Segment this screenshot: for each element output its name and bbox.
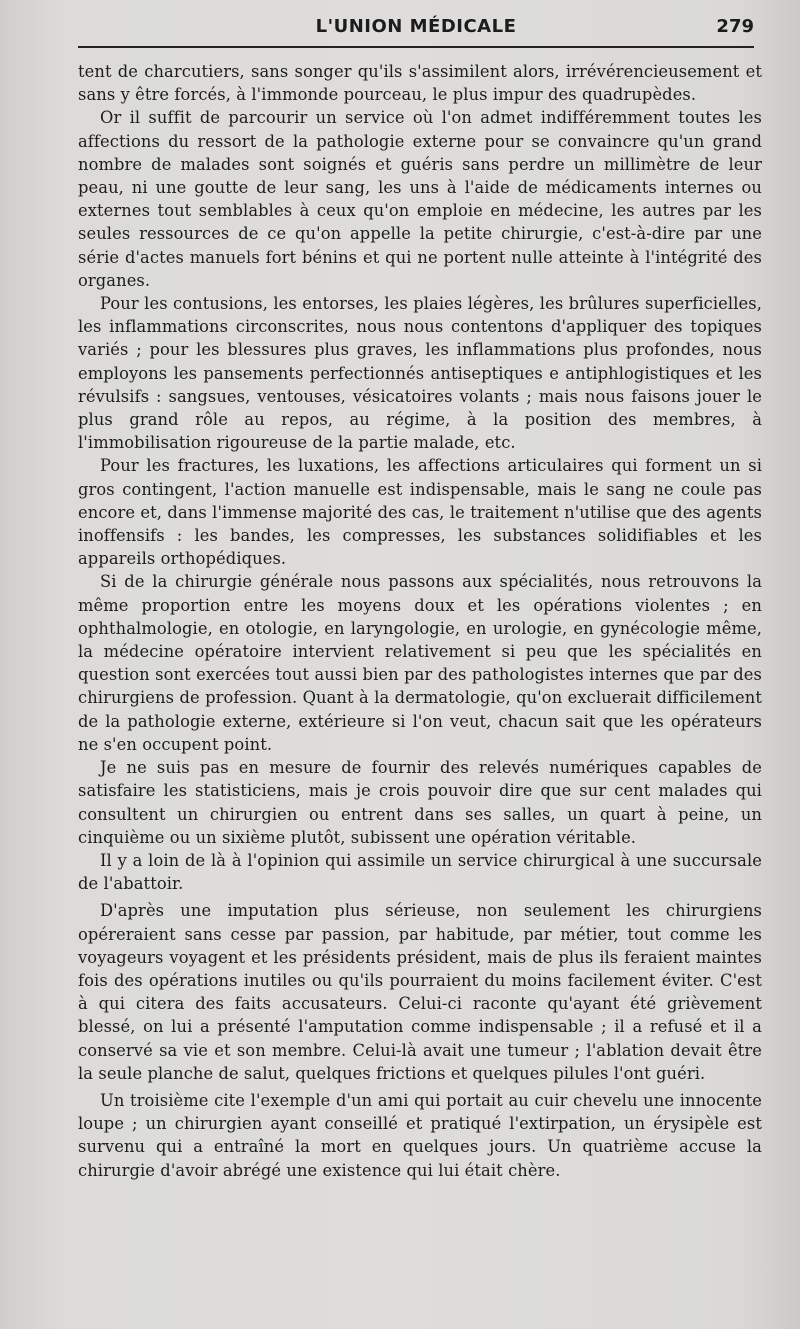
paragraph-abattoir: Il y a loin de là à l'opinion qui assimile un service chirurgical à une succursale de l'abattoir. bbox=[78, 850, 762, 894]
paragraph-imputation: D'après une imputation plus sérieuse, non seulement les chirurgiens opéreraient sans cesse par passion, par habitude, par métier, tout comme les voyageurs voyagent et les présidents président, mais de plus ils feraient maintes fois des opérations inutiles ou qu'ils pourraient du moins facilement éviter. C'est à qui citera des faits accusateurs. Celui-ci raconte qu'ayant été grièvement blessé, on lui a présenté l'amputation comme indispensable ; il a refusé et il a conservé sa vie et son membre. Celui-là avait une tumeur ; l'ablation devait être la seule planche de salut, quelques frictions et quelques pilules l'ont guéri. bbox=[78, 901, 762, 1083]
running-header bbox=[78, 10, 754, 44]
article-body bbox=[78, 60, 762, 1182]
header-rule bbox=[78, 46, 754, 48]
page-number: 279 bbox=[716, 16, 754, 37]
journal-title: L'UNION MÉDICALE bbox=[315, 16, 517, 37]
paragraph-continuation: tent de charcutiers, sans songer qu'ils s'assimilent alors, irrévérencieusement et sans y être forcés, à l'immonde pourceau, le plus impur des quadrupèdes. bbox=[78, 62, 762, 105]
paragraph-fractures: Pour les fractures, les luxations, les affections articulaires qui forment un si gros contingent, l'action manuelle est indispensable, mais le sang ne coule pas encore et, dans l'immense majorité des cas, le traitement n'utilise que des agents inoffensifs : les bandes, les compresses, les substances solidifiables et les appareils orthopédiques. bbox=[78, 456, 762, 569]
paragraph-contusions: Pour les contusions, les entorses, les plaies légères, les brûlures superficielles, les inflammations circonscrites, nous nous contentons d'appliquer des topiques variés ; pour les blessures plus graves, les inflammations plus profondes, nous employons les pansements perfectionnés antiseptiques e antiphlogistiques et les révulsifs : sangsues, ventouses, vésicatoires volants ; mais nous faisons jouer le plus grand rôle au repos, au régime, à la position des membres, à l'immobilisation rigoureuse de la partie malade, etc. bbox=[78, 294, 762, 453]
paragraph-service-externe: Or il suffit de parcourir un service où l'on admet indifféremment toutes les affections du ressort de la pathologie externe pour se convaincre qu'un grand nombre de malades sont soignés et guéris sans perdre un millimètre de leur peau, ni une goutte de leur sang, les uns à l'aide de médicaments internes ou externes tout semblables à ceux qu'on emploie en médecine, les autres par les seules ressources de ce qu'on appelle la petite chirurgie, c'est-à-dire par une série d'actes manuels fort bénins et qui ne portent nulle atteinte à l'intégrité des organes. bbox=[78, 108, 762, 290]
paragraph-troisieme: Un troisième cite l'exemple d'un ami qui portait au cuir chevelu une innocente loupe ; un chirurgien ayant conseillé et pratiqué l'extirpation, un érysipèle est survenu qui a entraîné la mort en quelques jours. Un quatrième accuse la chirurgie d'avoir abrégé une existence qui lui était chère. bbox=[78, 1090, 762, 1180]
paragraph-statistiques: Je ne suis pas en mesure de fournir des relevés numériques capables de satisfaire les statisticiens, mais je crois pouvoir dire que sur cent malades qui consultent un chirurgien ou entrent dans ses salles, un quart à peine, un cinquième ou un sixième plutôt, subissent une opération véritable. bbox=[78, 758, 762, 847]
paragraph-specialites: Si de la chirurgie générale nous passons aux spécialités, nous retrouvons la même proportion entre les moyens doux et les opérations violentes ; en ophthalmologie, en otologie, en laryngologie, en urologie, en gynécologie même, la médecine opératoire intervient relativement si peu que les spécialités en question sont exercées tout aussi bien par des pathologistes internes que par des chirurgiens de profession. Quant à la dermatologie, qu'on excluerait difficilement de la pathologie externe, extérieure si l'on veut, chacun sait que les opérateurs ne s'en occupent point. bbox=[78, 572, 762, 754]
